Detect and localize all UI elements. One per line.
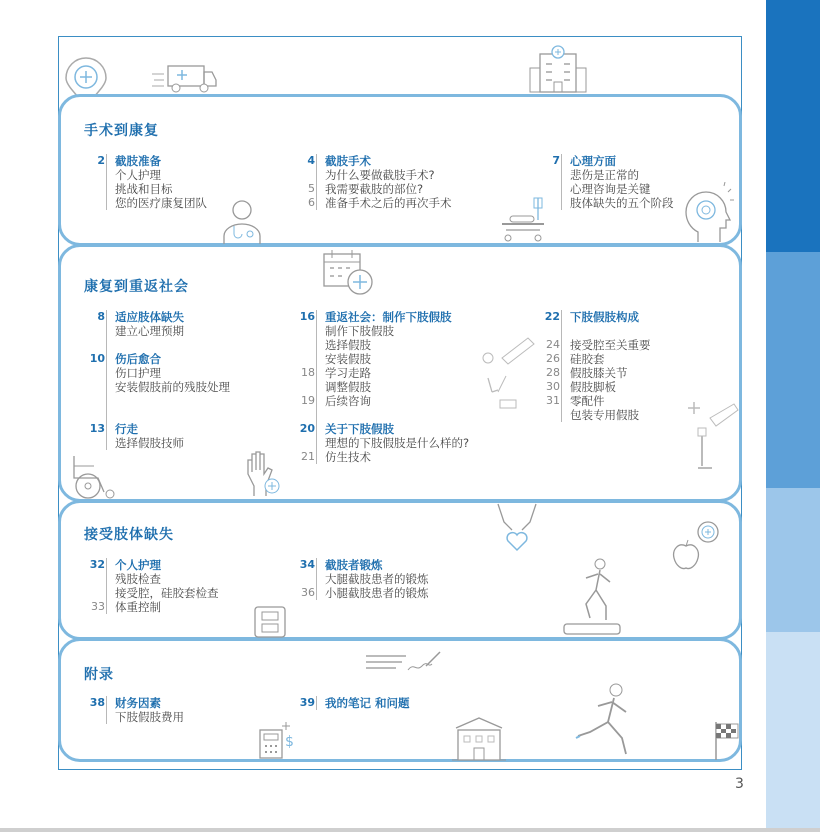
toc-spacer <box>115 408 230 422</box>
toc-heading[interactable] <box>307 154 452 168</box>
toc-page-number: 24 <box>546 338 560 351</box>
signature-document-icon <box>364 650 446 676</box>
toc-label: 心理咨询是关键 <box>570 182 651 196</box>
toc-entry[interactable] <box>115 380 230 394</box>
toc-page-number: 28 <box>546 366 560 379</box>
prosthetic-leg-icon <box>688 398 740 478</box>
toc-label: 体重控制 <box>115 600 161 614</box>
toc-entry[interactable] <box>325 324 469 338</box>
toc-entry[interactable] <box>546 366 651 380</box>
toc-entry[interactable] <box>91 600 219 614</box>
calculator-dollar-icon <box>258 720 298 760</box>
toc-label: 调整假肢 <box>325 380 371 394</box>
section-title: 手术到康复 <box>84 123 159 139</box>
toc-label: 选择假肢技师 <box>115 436 184 450</box>
toc-heading[interactable] <box>299 310 469 324</box>
toc-label: 伤口护理 <box>115 366 161 380</box>
toc-entry[interactable] <box>115 436 230 450</box>
toc-entry[interactable] <box>115 366 230 380</box>
toc-entry[interactable] <box>325 352 469 366</box>
toc-spacer <box>570 324 651 338</box>
toc-label: 假肢膝关节 <box>570 366 628 380</box>
toc-label: 行走 <box>115 422 138 436</box>
toc-page-number: 26 <box>546 352 560 365</box>
toc-label: 制作下肢假肢 <box>325 324 394 338</box>
toc-label: 选择假肢 <box>325 338 371 352</box>
toc-label: 后续咨询 <box>325 394 371 408</box>
toc-entry[interactable] <box>301 394 469 408</box>
toc-label: 零配件 <box>570 394 605 408</box>
toc-label: 截肢者锻炼 <box>325 558 383 572</box>
toc-label: 财务因素 <box>115 696 161 710</box>
toc-column <box>89 558 219 614</box>
toc-page-number: 16 <box>299 310 315 323</box>
toc-label: 假肢脚板 <box>570 380 616 394</box>
toc-label: 接受腔，硅胶套检查 <box>115 586 219 600</box>
toc-page-number: 7 <box>552 154 560 167</box>
toc-spacer <box>325 408 469 422</box>
toc-page-number: 18 <box>301 366 315 379</box>
toc-label: 我需要截肢的部位? <box>325 182 424 196</box>
toc-label: 理想的下肢假肢是什么样的? <box>325 436 470 450</box>
section-tab-4 <box>766 632 820 828</box>
toc-entry[interactable] <box>115 196 207 210</box>
toc-entry[interactable] <box>570 182 674 196</box>
toc-entry[interactable] <box>115 710 184 724</box>
toc-page-number: 5 <box>308 182 315 195</box>
toc-entry[interactable] <box>325 572 429 586</box>
toc-label: 个人护理 <box>115 558 161 572</box>
toc-entry[interactable] <box>546 394 651 408</box>
toc-entry[interactable] <box>115 572 219 586</box>
toc-label: 残肢检查 <box>115 572 161 586</box>
toc-column <box>307 154 452 210</box>
section-tab-1 <box>766 0 820 252</box>
toc-heading[interactable] <box>89 696 184 710</box>
ambulance-icon <box>152 60 218 94</box>
toc-label: 肢体缺失的五个阶段 <box>570 196 674 210</box>
head-mind-icon <box>684 182 734 244</box>
toc-entry[interactable] <box>325 380 469 394</box>
toc-entry[interactable] <box>308 196 452 210</box>
section-tab-2 <box>766 252 820 488</box>
toc-page-number: 30 <box>546 380 560 393</box>
toc-entry[interactable] <box>115 586 219 600</box>
toc-entry[interactable] <box>325 168 452 182</box>
toc-page-number: 4 <box>307 154 315 167</box>
toc-entry[interactable] <box>546 338 651 352</box>
toc-entry[interactable] <box>325 436 469 450</box>
toc-label: 为什么要做截肢手术? <box>325 168 435 182</box>
page-number: 3 <box>735 776 744 792</box>
toc-spacer <box>115 394 230 408</box>
toc-heading[interactable] <box>299 558 429 572</box>
toc-heading[interactable] <box>552 154 674 168</box>
toc-label: 悲伤是正常的 <box>570 168 639 182</box>
section-tab-3 <box>766 488 820 632</box>
helping-hands-heart-icon <box>492 502 542 552</box>
toc-label: 仿生技术 <box>325 450 371 464</box>
wheelchair-icon <box>68 452 122 500</box>
toc-entry[interactable] <box>570 196 674 210</box>
toc-entry[interactable] <box>301 586 429 600</box>
toc-entry[interactable] <box>570 408 651 422</box>
toc-entry[interactable] <box>546 352 651 366</box>
bottom-rule <box>0 828 820 832</box>
toc-label: 我的笔记 和问题 <box>325 696 410 710</box>
toc-heading[interactable] <box>89 422 230 436</box>
toc-label: 安装假肢前的残肢处理 <box>115 380 230 394</box>
section-title: 附录 <box>84 667 114 683</box>
toc-heading[interactable] <box>89 558 219 572</box>
toc-entry[interactable] <box>301 450 469 464</box>
toc-label: 您的医疗康复团队 <box>115 196 207 210</box>
toc-label: 大腿截肢患者的锻炼 <box>325 572 429 586</box>
toc-page-number: 36 <box>301 586 315 599</box>
toc-page-number: 10 <box>89 352 105 365</box>
toc-entry[interactable] <box>308 182 452 196</box>
toc-label: 适应肢体缺失 <box>115 310 184 324</box>
toc-label: 截肢准备 <box>115 154 161 168</box>
toc-label: 小腿截肢患者的锻炼 <box>325 586 429 600</box>
toc-label: 关于下肢假肢 <box>325 422 394 436</box>
toc-heading[interactable] <box>89 352 230 366</box>
runner-icon <box>570 680 640 762</box>
toc-label: 接受腔至关重要 <box>570 338 651 352</box>
toc-page-number: 39 <box>299 696 315 709</box>
toc-column <box>299 310 470 464</box>
hospital-icon <box>528 44 588 94</box>
toc-page-number: 32 <box>89 558 105 571</box>
toc-label: 心理方面 <box>570 154 616 168</box>
toc-label: 截肢手术 <box>325 154 371 168</box>
toc-page-number: 6 <box>308 196 315 209</box>
toc-page-number: 19 <box>301 394 315 407</box>
toc-page-number: 22 <box>544 310 560 323</box>
toc-entry[interactable] <box>570 168 674 182</box>
toc-label: 准备手术之后的再次手术 <box>325 196 452 210</box>
toc-entry[interactable] <box>115 168 207 182</box>
toc-column <box>299 696 410 710</box>
apple-plus-icon <box>672 518 722 570</box>
hand-care-icon <box>244 448 284 498</box>
hospital-bed-icon <box>498 194 548 244</box>
toc-entry[interactable] <box>115 324 230 338</box>
section-title: 康复到重返社会 <box>84 279 189 295</box>
toc-page-number: 13 <box>89 422 105 435</box>
toc-label: 建立心理预期 <box>115 324 184 338</box>
toc-heading[interactable] <box>299 696 410 710</box>
building-icon <box>452 716 506 762</box>
exercise-step-icon <box>560 556 624 638</box>
toc-page-number: 20 <box>299 422 315 435</box>
toc-heading[interactable] <box>97 310 230 324</box>
toc-column <box>544 310 651 422</box>
toc-entry[interactable] <box>301 366 469 380</box>
toc-column <box>299 558 429 600</box>
toc-label: 学习走路 <box>325 366 371 380</box>
toc-page-number: 34 <box>299 558 315 571</box>
toc-label: 下肢假肢构成 <box>570 310 639 324</box>
toc-page-number: 33 <box>91 600 105 613</box>
toc-page-number: 8 <box>97 310 105 323</box>
toc-heading[interactable] <box>97 154 207 168</box>
toc-label: 包装专用假肢 <box>570 408 639 422</box>
toc-heading[interactable] <box>544 310 651 324</box>
toc-label: 重返社会：制作下肢假肢 <box>325 310 452 324</box>
section-title: 接受肢体缺失 <box>84 527 174 543</box>
calendar-add-icon <box>322 248 376 298</box>
toc-column <box>89 696 184 724</box>
toc-entry[interactable] <box>325 338 469 352</box>
prosthetic-parts-icon <box>480 336 536 414</box>
toc-label: 硅胶套 <box>570 352 605 366</box>
toc-page-number: 21 <box>301 450 315 463</box>
toc-label: 挑战和目标 <box>115 182 173 196</box>
toc-entry[interactable] <box>115 182 207 196</box>
weight-scale-icon <box>254 606 286 638</box>
toc-label: 下肢假肢费用 <box>115 710 184 724</box>
toc-column <box>97 154 207 210</box>
finish-flag-icon <box>712 720 742 762</box>
doctor-icon <box>220 196 264 244</box>
toc-entry[interactable] <box>546 380 651 394</box>
toc-page-number: 2 <box>97 154 105 167</box>
toc-column <box>552 154 674 210</box>
svg-text:$: $ <box>285 734 294 750</box>
toc-label: 安装假肢 <box>325 352 371 366</box>
toc-label: 个人护理 <box>115 168 161 182</box>
toc-page-number: 31 <box>546 394 560 407</box>
toc-label: 伤后愈合 <box>115 352 161 366</box>
toc-heading[interactable] <box>299 422 469 436</box>
toc-spacer <box>115 338 230 352</box>
toc-page-number: 38 <box>89 696 105 709</box>
toc-column <box>89 310 230 450</box>
